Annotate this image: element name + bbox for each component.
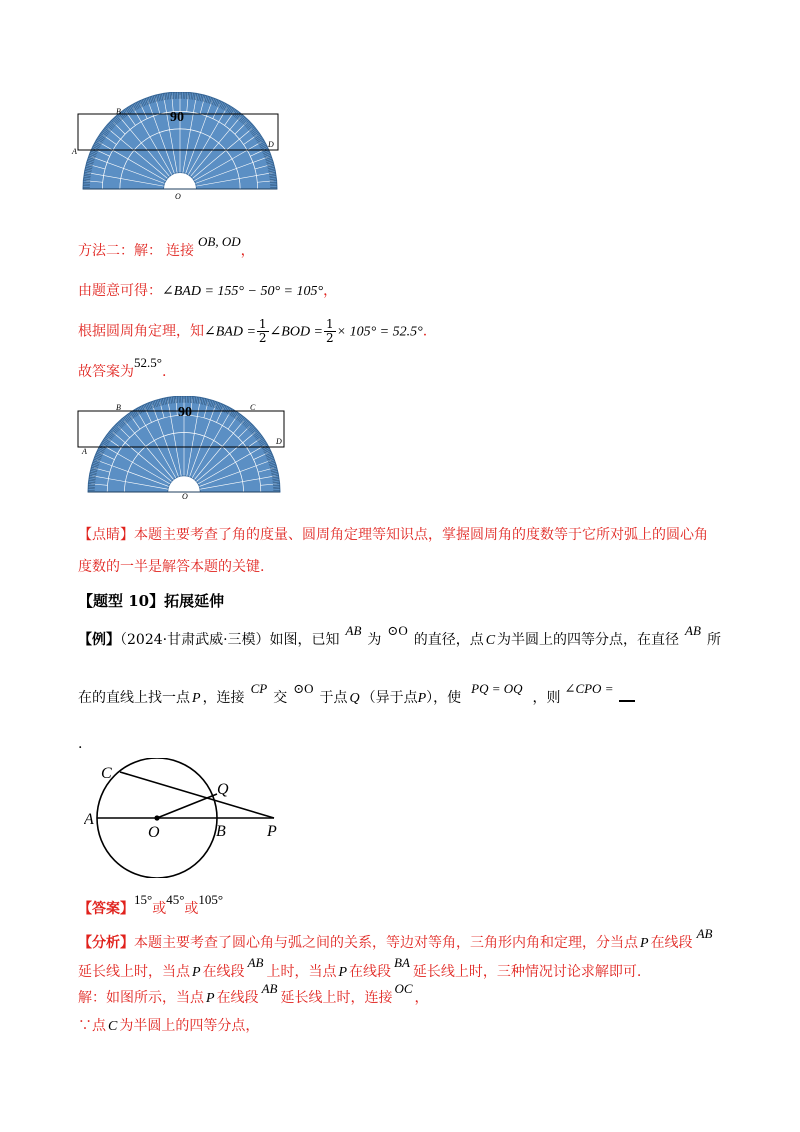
text: 在线段 — [202, 964, 245, 980]
comma: ， — [240, 243, 255, 259]
answer-105: 105° — [198, 892, 224, 907]
point-p: P — [192, 691, 201, 706]
center-dot — [154, 815, 159, 820]
protractor-90-label: 90 — [170, 110, 184, 125]
oc-math: OC — [394, 981, 413, 996]
text: 在线段 — [216, 990, 259, 1006]
text: 在线段 — [650, 935, 693, 951]
text: ），使 — [426, 690, 462, 706]
answer-line — [78, 892, 224, 919]
analysis-tag: 【分析】 — [78, 935, 134, 951]
step-one-line — [78, 281, 337, 302]
answer-45: 45° — [166, 892, 185, 907]
angle-bad: ∠BAD = — [204, 324, 256, 340]
point-c: C — [108, 1019, 118, 1034]
point-q-label: Q — [217, 781, 229, 798]
example-line-2 — [78, 681, 635, 709]
or-text: 或 — [152, 901, 167, 917]
text: ， — [414, 990, 429, 1006]
point-p: P — [417, 691, 427, 706]
point-o-label: O — [175, 192, 181, 201]
step-three-line — [78, 355, 167, 382]
answer-15: 15° — [134, 892, 153, 907]
text: 交 — [273, 690, 288, 706]
text: 解：如图所示，当点 — [78, 990, 204, 1006]
point-c: C — [485, 633, 496, 648]
point-c-label: C — [250, 403, 256, 412]
solution-line-2 — [78, 1016, 259, 1037]
text: ，连接 — [202, 690, 245, 706]
point-a-label: A — [84, 811, 94, 828]
step-two-text: 根据圆周角定理，知 — [78, 323, 204, 340]
analysis-text: 本题主要考查了圆心角与弧之间的关系，等边对等角，三角形内角和定理，分当点 — [134, 935, 638, 951]
comment-text-2: 度数的一半是解答本题的关键. — [78, 559, 265, 575]
line-oq — [157, 794, 217, 818]
ab-math: AB — [345, 623, 362, 638]
method-two-line — [78, 234, 255, 261]
ab-math: AB — [685, 623, 701, 638]
pq-oq-math: PQ = OQ — [471, 681, 523, 696]
example-tag: 【例】 — [78, 632, 120, 648]
analysis-line-2 — [78, 955, 642, 983]
answer-blank — [619, 692, 635, 702]
point-p: P — [192, 965, 201, 980]
text: 延长线上时，连接 — [280, 990, 393, 1006]
point-c-label: C — [101, 765, 112, 782]
text: 为半圆上的四等分点，在直径 — [497, 632, 680, 648]
text: 在的直线上找一点 — [78, 690, 190, 706]
point-a-label: A — [72, 147, 77, 156]
point-p: P — [338, 965, 348, 980]
solution-line-1 — [78, 981, 429, 1009]
text: 上时，当点 — [266, 964, 337, 980]
cp-math: CP — [250, 681, 268, 696]
step-one-end: ， — [323, 283, 338, 299]
step-one-text: 由题意可得： — [78, 283, 162, 299]
answer-tag: 【答案】 — [78, 901, 134, 917]
result-equation: × 105° = 52.5° — [336, 324, 423, 340]
circle-o-math: ⊙O — [293, 681, 314, 696]
text: 的直径，点 — [413, 632, 484, 648]
step-three-text: 故答案为 — [78, 364, 134, 380]
point-b-label: B — [116, 403, 121, 412]
analysis-line-1 — [78, 926, 713, 954]
point-p: P — [640, 936, 649, 951]
text: 延长线上时，三种情况讨论求解即可. — [412, 964, 642, 980]
step-two-line — [78, 318, 427, 345]
text: ，则 — [532, 690, 561, 706]
ba-math: BA — [394, 955, 410, 970]
point-d-label: D — [276, 437, 282, 446]
text: 为 — [367, 632, 382, 648]
point-b-label: B — [216, 823, 226, 840]
period: . — [78, 736, 83, 752]
point-q: Q — [349, 691, 360, 706]
protractor-90-label: 90 — [178, 405, 192, 420]
line-cp — [120, 772, 274, 818]
text: 为半圆上的四等分点， — [119, 1018, 260, 1034]
connect-text: 连接 — [166, 243, 194, 259]
protractor-figure-1 — [70, 92, 290, 204]
point-p-label: P — [267, 823, 277, 840]
text: 在线段 — [349, 964, 392, 980]
text: （异于点 — [361, 690, 418, 706]
point-p: P — [206, 991, 215, 1006]
or-text: 或 — [184, 901, 199, 917]
angle-cpo-math: ∠CPO = — [564, 681, 614, 696]
protractor-figure-2 — [70, 396, 290, 504]
circle-figure — [84, 758, 294, 878]
ab-math: AB — [247, 955, 264, 970]
step-two-end: . — [422, 323, 428, 340]
text: 延长线上时，当点 — [78, 964, 190, 980]
text: 所 — [706, 632, 721, 648]
ab-math: AB — [261, 981, 278, 996]
point-b-label: B — [116, 107, 121, 116]
circle-o-math: ⊙O — [387, 623, 408, 638]
text: 点 — [92, 1018, 106, 1034]
point-d-label: D — [268, 140, 274, 149]
ob-od-math: OB, OD — [198, 234, 241, 249]
example-source: （2024·甘肃武威·三模）如图，已知 — [120, 632, 340, 648]
point-o-label: O — [148, 824, 160, 841]
section-title: 【题型 10】拓展延伸 — [78, 592, 225, 610]
method-two-label: 方法二：解： — [78, 243, 162, 259]
step-three-end: . — [161, 364, 167, 380]
angle-bod: ∠BOD = — [269, 324, 323, 340]
comment-tag: 【点睛】 — [78, 527, 134, 543]
bad-equation: ∠BAD = 155° − 50° = 105° — [162, 284, 324, 299]
example-line-1 — [78, 623, 721, 651]
ab-math: AB — [696, 926, 713, 941]
text: 于点 — [319, 690, 348, 706]
comment-line-2 — [78, 557, 264, 577]
answer-value: 52.5° — [134, 355, 162, 370]
point-o-label: O — [182, 492, 188, 501]
point-a-label: A — [82, 447, 87, 456]
comment-line-1 — [78, 525, 708, 545]
half-fraction-2: $\frac{1}{2}$ — [326, 317, 334, 345]
comment-text-1: 本题主要考查了角的度量、圆周角定理等知识点，掌握圆周角的度数等于它所对弧上的圆心角 — [134, 527, 708, 543]
half-fraction-1: $\frac{1}{2}$ — [258, 317, 267, 345]
because-symbol: ∵ — [78, 1018, 92, 1034]
